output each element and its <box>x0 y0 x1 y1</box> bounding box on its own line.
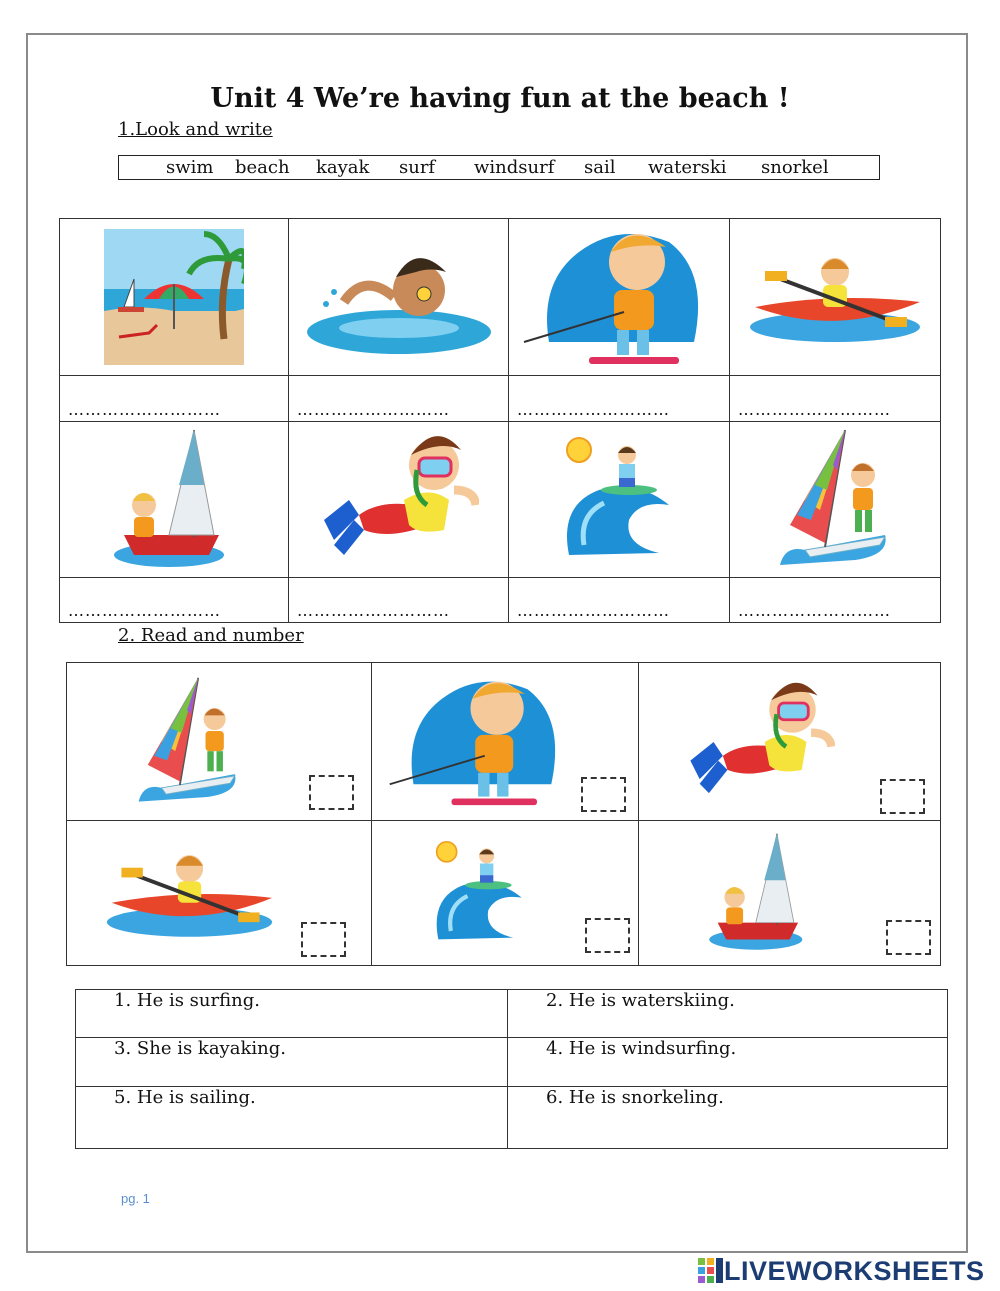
number-box[interactable] <box>309 775 354 810</box>
number-box[interactable] <box>585 918 630 953</box>
windsurfing-picture <box>775 425 895 575</box>
answer-cell[interactable] <box>289 578 509 623</box>
answer-cell[interactable] <box>730 578 941 623</box>
number-input[interactable] <box>303 924 348 957</box>
page-number: pg. 1 <box>121 1191 150 1206</box>
answer-blank[interactable]: ……………………… <box>517 400 670 419</box>
answer-cell[interactable] <box>730 376 941 422</box>
number-input[interactable] <box>311 777 356 810</box>
word-bank-item: windsurf <box>474 157 555 178</box>
word-bank-item: waterski <box>648 157 727 178</box>
liveworksheets-logo[interactable] <box>698 1256 985 1286</box>
picture-cell <box>372 821 639 966</box>
answer-blank[interactable]: ……………………… <box>68 400 221 419</box>
logo-text: LIVEWORKSHEETS <box>724 1255 985 1286</box>
word-bank-item: sail <box>584 157 616 178</box>
number-input[interactable] <box>882 781 927 814</box>
sentence: 5. He is sailing. <box>114 1087 256 1108</box>
surfing-picture <box>430 836 530 951</box>
answer-cell[interactable] <box>60 376 289 422</box>
picture-cell <box>372 663 639 821</box>
picture-cell <box>639 663 941 821</box>
kayaking-picture <box>745 247 925 347</box>
snorkeling-picture <box>319 430 479 570</box>
beach-picture <box>104 229 244 365</box>
section1-label: 1.Look and write <box>118 119 273 140</box>
sentence: 4. He is windsurfing. <box>546 1038 737 1059</box>
number-input[interactable] <box>583 779 628 812</box>
sailing-picture <box>109 425 239 575</box>
answer-blank[interactable]: ……………………… <box>517 601 670 620</box>
word-bank-item: swim <box>166 157 214 178</box>
surfing-picture <box>559 435 679 565</box>
sailing-picture <box>705 828 815 958</box>
answer-blank[interactable]: ……………………… <box>297 400 450 419</box>
number-input[interactable] <box>888 922 933 955</box>
answer-blank[interactable]: ……………………… <box>297 601 450 620</box>
word-bank <box>118 155 880 180</box>
sentence-cell <box>508 990 948 1038</box>
snorkeling-picture <box>685 677 835 807</box>
word-bank-item: snorkel <box>761 157 829 178</box>
sentence-cell <box>76 1038 508 1087</box>
logo-icon <box>698 1258 724 1284</box>
picture-cell <box>289 422 509 578</box>
sentence: 6. He is snorkeling. <box>546 1087 724 1108</box>
picture-cell <box>730 219 941 376</box>
answer-cell[interactable] <box>60 578 289 623</box>
windsurfing-picture <box>134 672 244 812</box>
section2-label: 2. Read and number <box>118 625 304 646</box>
sentence: 3. She is kayaking. <box>114 1038 286 1059</box>
word-bank-item: kayak <box>316 157 370 178</box>
sentences-table <box>75 989 948 1149</box>
picture-cell <box>509 422 730 578</box>
look-and-write-grid <box>59 218 941 623</box>
sentence: 1. He is surfing. <box>114 990 260 1011</box>
number-input[interactable] <box>587 920 632 953</box>
waterskiing-picture <box>385 669 575 814</box>
word-bank-item: surf <box>399 157 436 178</box>
number-box[interactable] <box>301 922 346 957</box>
swimming-picture <box>304 232 494 362</box>
answer-blank[interactable]: ……………………… <box>738 400 891 419</box>
picture-cell <box>60 422 289 578</box>
number-box[interactable] <box>880 779 925 814</box>
read-and-number-grid <box>66 662 941 966</box>
sentence-cell <box>76 990 508 1038</box>
picture-cell <box>730 422 941 578</box>
answer-cell[interactable] <box>289 376 509 422</box>
sentence-cell <box>508 1038 948 1087</box>
sentence-cell <box>508 1087 948 1149</box>
page-title: Unit 4 We’re having fun at the beach ! <box>210 83 790 114</box>
kayaking-picture <box>102 843 277 943</box>
picture-cell <box>639 821 941 966</box>
number-box[interactable] <box>886 920 931 955</box>
word-bank-item: beach <box>235 157 290 178</box>
picture-cell <box>67 663 372 821</box>
picture-cell <box>509 219 730 376</box>
answer-cell[interactable] <box>509 376 730 422</box>
number-box[interactable] <box>581 777 626 812</box>
sentence: 2. He is waterskiing. <box>546 990 735 1011</box>
picture-cell <box>289 219 509 376</box>
answer-cell[interactable] <box>509 578 730 623</box>
picture-cell <box>60 219 289 376</box>
answer-blank[interactable]: ……………………… <box>68 601 221 620</box>
picture-cell <box>67 821 372 966</box>
waterskiing-picture <box>519 222 719 372</box>
answer-blank[interactable]: ……………………… <box>738 601 891 620</box>
sentence-cell <box>76 1087 508 1149</box>
